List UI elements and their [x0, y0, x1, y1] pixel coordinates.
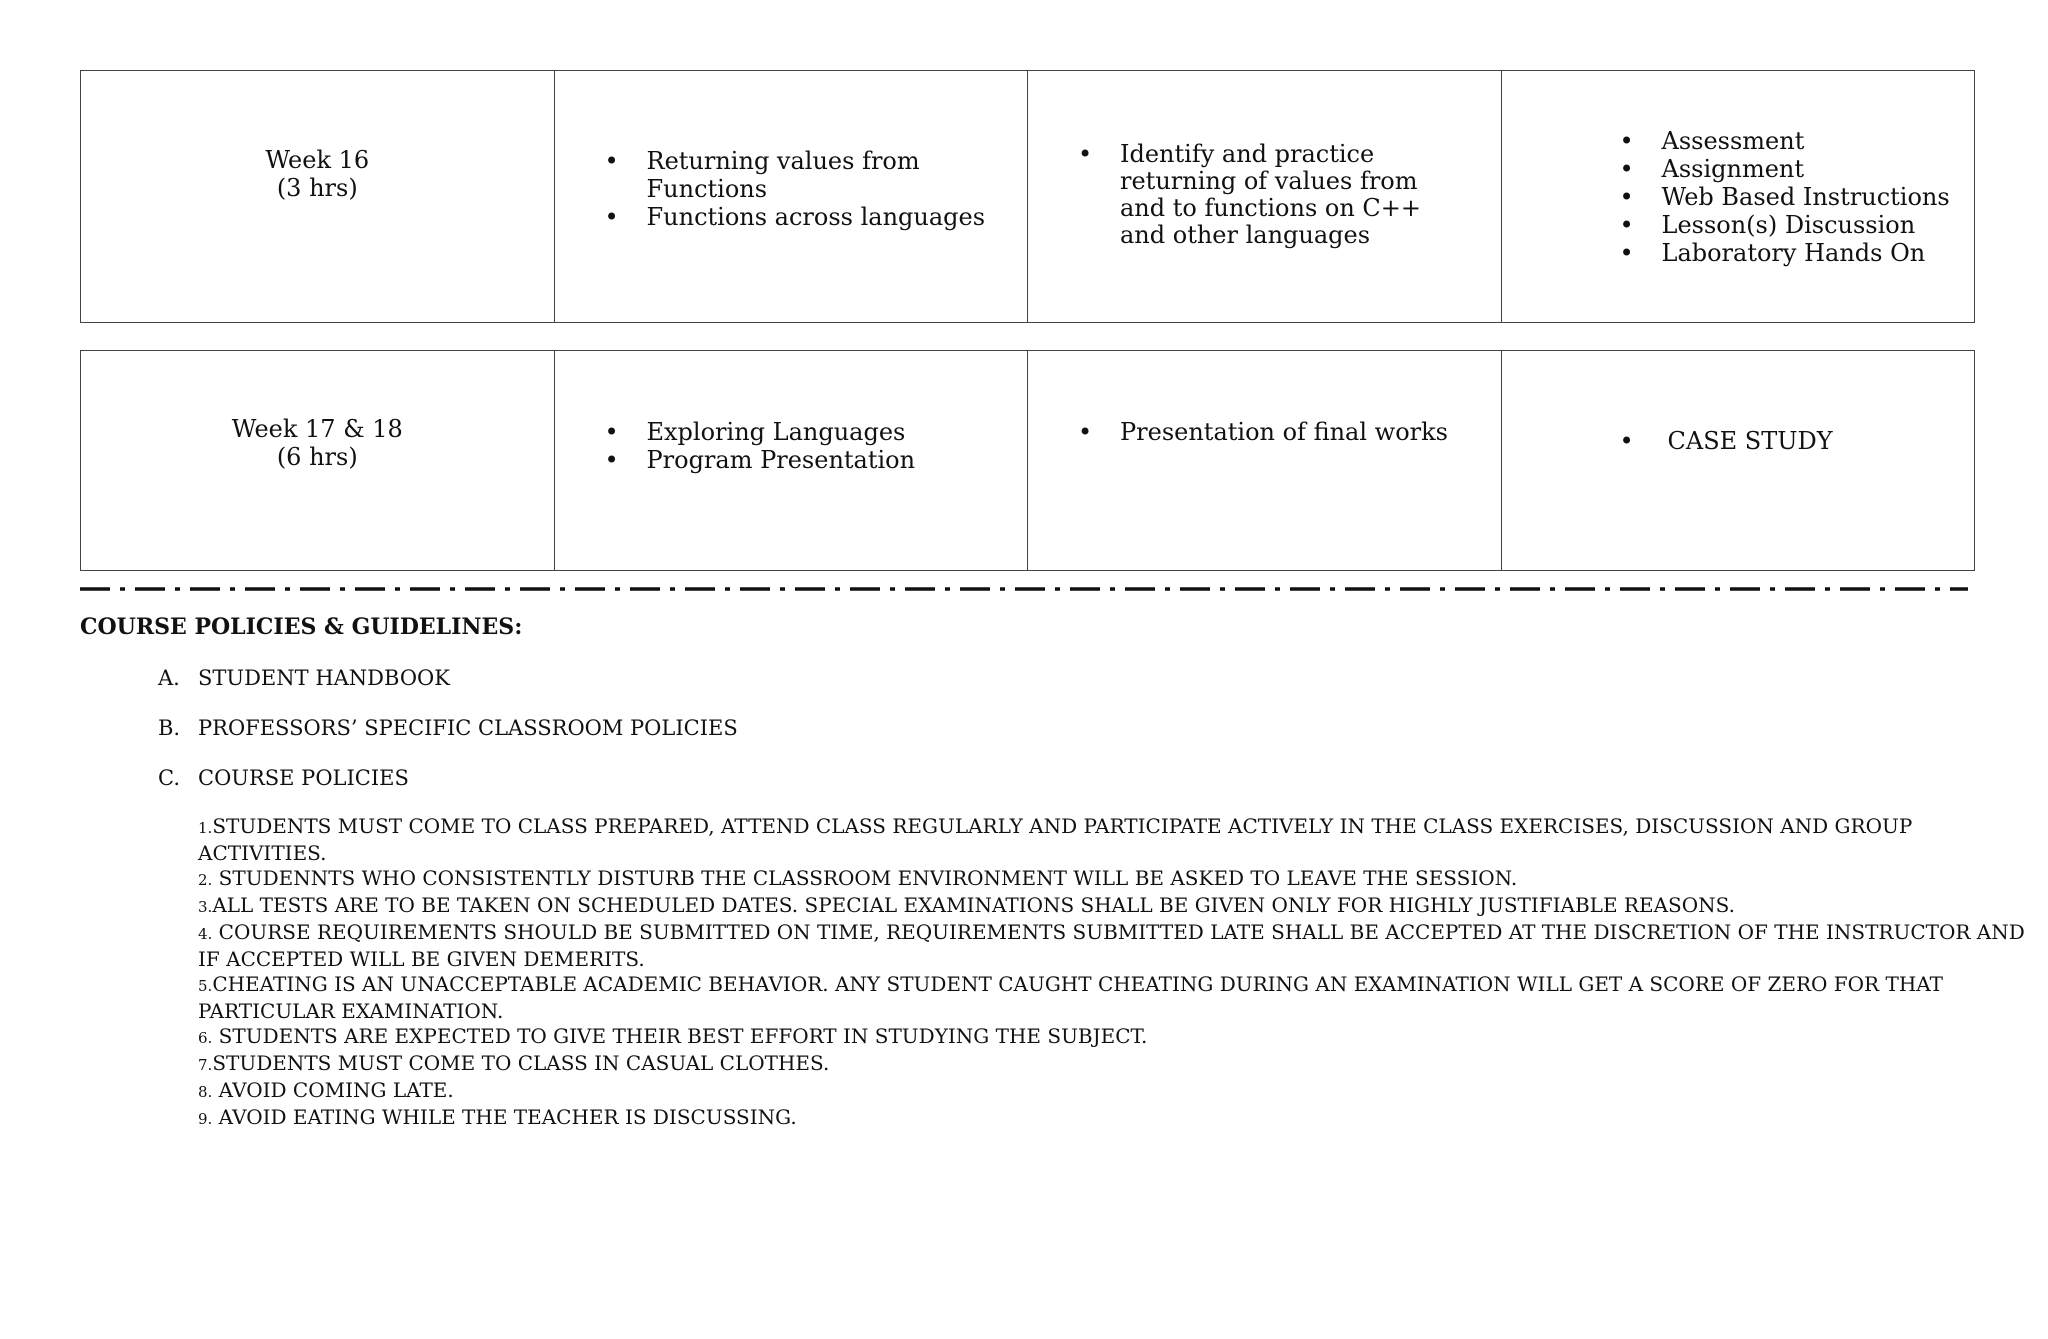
- methods-list: [1502, 127, 1975, 267]
- rule-number: 3.: [198, 898, 213, 916]
- topics-cell: [554, 71, 1028, 323]
- list-item: • Laboratory Hands On: [1502, 239, 1975, 267]
- rule-text: CHEATING IS AN UNACCEPTABLE ACADEMIC BEHAVIOR. ANY STUDENT CAUGHT CHEATING DURING AN EXAMINATION WILL GET A SCORE OF ZERO FOR THAT PARTICULAR EXAMINATION.: [198, 972, 1943, 1023]
- list-item: • Assignment: [1502, 155, 1975, 183]
- rule-number: 8.: [198, 1083, 213, 1101]
- rule-number: 6.: [198, 1029, 213, 1047]
- rule-text: AVOID COMING LATE.: [218, 1078, 454, 1102]
- list-item: [198, 1078, 2038, 1105]
- methods-cell: [1501, 351, 1975, 571]
- list-item: [198, 893, 2038, 920]
- week-cell: [81, 351, 555, 571]
- list-item: • Assessment: [1502, 127, 1975, 155]
- methods-list: [1502, 427, 1975, 455]
- list-item: [198, 1105, 2038, 1132]
- rule-number: 1.: [198, 819, 213, 837]
- rule-text: STUDENTS ARE EXPECTED TO GIVE THEIR BEST EFFORT IN STUDYING THE SUBJECT.: [218, 1024, 1148, 1048]
- outcomes-cell: [1028, 351, 1502, 571]
- table-row: [81, 351, 1975, 571]
- list-item: [198, 972, 2038, 1024]
- week-label: Week 16: [265, 146, 370, 174]
- table-row: [81, 71, 1975, 323]
- section-title: PROFESSORS’ SPECIFIC CLASSROOM POLICIES: [198, 716, 738, 740]
- section-title: STUDENT HANDBOOK: [198, 666, 450, 690]
- rule-text: STUDENTS MUST COME TO CLASS IN CASUAL CLOTHES.: [212, 1051, 830, 1075]
- course-rules-list: [198, 814, 2038, 1132]
- course-policies: [80, 612, 2025, 1129]
- topics-cell: [554, 351, 1028, 571]
- list-item: [198, 1051, 2038, 1078]
- list-item: • CASE STUDY: [1502, 427, 1975, 455]
- rule-number: 5.: [198, 977, 213, 995]
- week-hours: (3 hrs): [276, 174, 358, 202]
- policy-section-a: [158, 664, 450, 692]
- rule-text: COURSE REQUIREMENTS SHOULD BE SUBMITTED ON TIME, REQUIREMENTS SUBMITTED LATE SHALL BE ACCEPTED AT THE DISCRETION OF THE INSTRUCTOR AND IF ACCEPTED WILL BE GIVEN DEMERITS.: [198, 920, 2025, 971]
- rule-number: 7.: [198, 1056, 213, 1074]
- list-item: • Web Based Instructions: [1502, 183, 1975, 211]
- rule-number: 4.: [198, 925, 213, 943]
- week-label: Week 17 & 18: [231, 415, 403, 443]
- outcomes-list: [1028, 418, 1501, 446]
- rule-text: STUDENNTS WHO CONSISTENTLY DISTURB THE CLASSROOM ENVIRONMENT WILL BE ASKED TO LEAVE THE SESSION.: [218, 866, 1518, 890]
- dash-dot-separator: [80, 586, 1968, 592]
- methods-cell: [1501, 71, 1975, 323]
- week-cell: [81, 71, 555, 323]
- list-item: • Functions across languages: [555, 203, 1028, 231]
- rule-text: ALL TESTS ARE TO BE TAKEN ON SCHEDULED DATES. SPECIAL EXAMINATIONS SHALL BE GIVEN ONLY FOR HIGHLY JUSTIFIABLE REASONS.: [212, 893, 1735, 917]
- rule-text: STUDENTS MUST COME TO CLASS PREPARED, ATTEND CLASS REGULARLY AND PARTICIPATE ACTIVELY IN THE CLASS EXERCISES, DISCUSSION AND GROUP ACTIVITIES.: [198, 814, 1913, 865]
- rule-number: 9.: [198, 1110, 213, 1128]
- section-letter: A.: [158, 666, 180, 690]
- list-item: [198, 1024, 2038, 1051]
- policies-heading: COURSE POLICIES & GUIDELINES:: [80, 614, 523, 640]
- policy-section-c: [158, 764, 409, 792]
- list-item: • Returning values from Functions: [555, 147, 1028, 203]
- policy-section-b: [158, 714, 738, 742]
- list-item: [198, 920, 2038, 972]
- list-item: • Program Presentation: [555, 446, 1028, 474]
- topics-list: [555, 418, 1028, 474]
- week-hours: (6 hrs): [276, 443, 358, 471]
- list-item: • Exploring Languages: [555, 418, 1028, 446]
- rule-text: AVOID EATING WHILE THE TEACHER IS DISCUSSING.: [218, 1105, 797, 1129]
- topics-list: [555, 147, 1028, 231]
- list-item: • Lesson(s) Discussion: [1502, 211, 1975, 239]
- outcomes-cell: [1028, 71, 1502, 323]
- section-title: COURSE POLICIES: [198, 766, 409, 790]
- section-letter: C.: [158, 766, 180, 790]
- list-item: • Identify and practice returning of values from and to functions on C++ and other languages: [1028, 141, 1461, 249]
- schedule-table-week-17-18: [80, 350, 1975, 571]
- rule-number: 2.: [198, 871, 213, 889]
- schedule-table-week-16: [80, 70, 1975, 323]
- list-item: [198, 814, 2038, 866]
- list-item: [198, 866, 2038, 893]
- list-item: • Presentation of final works: [1028, 418, 1501, 446]
- section-letter: B.: [158, 716, 181, 740]
- outcomes-list: [1028, 141, 1501, 249]
